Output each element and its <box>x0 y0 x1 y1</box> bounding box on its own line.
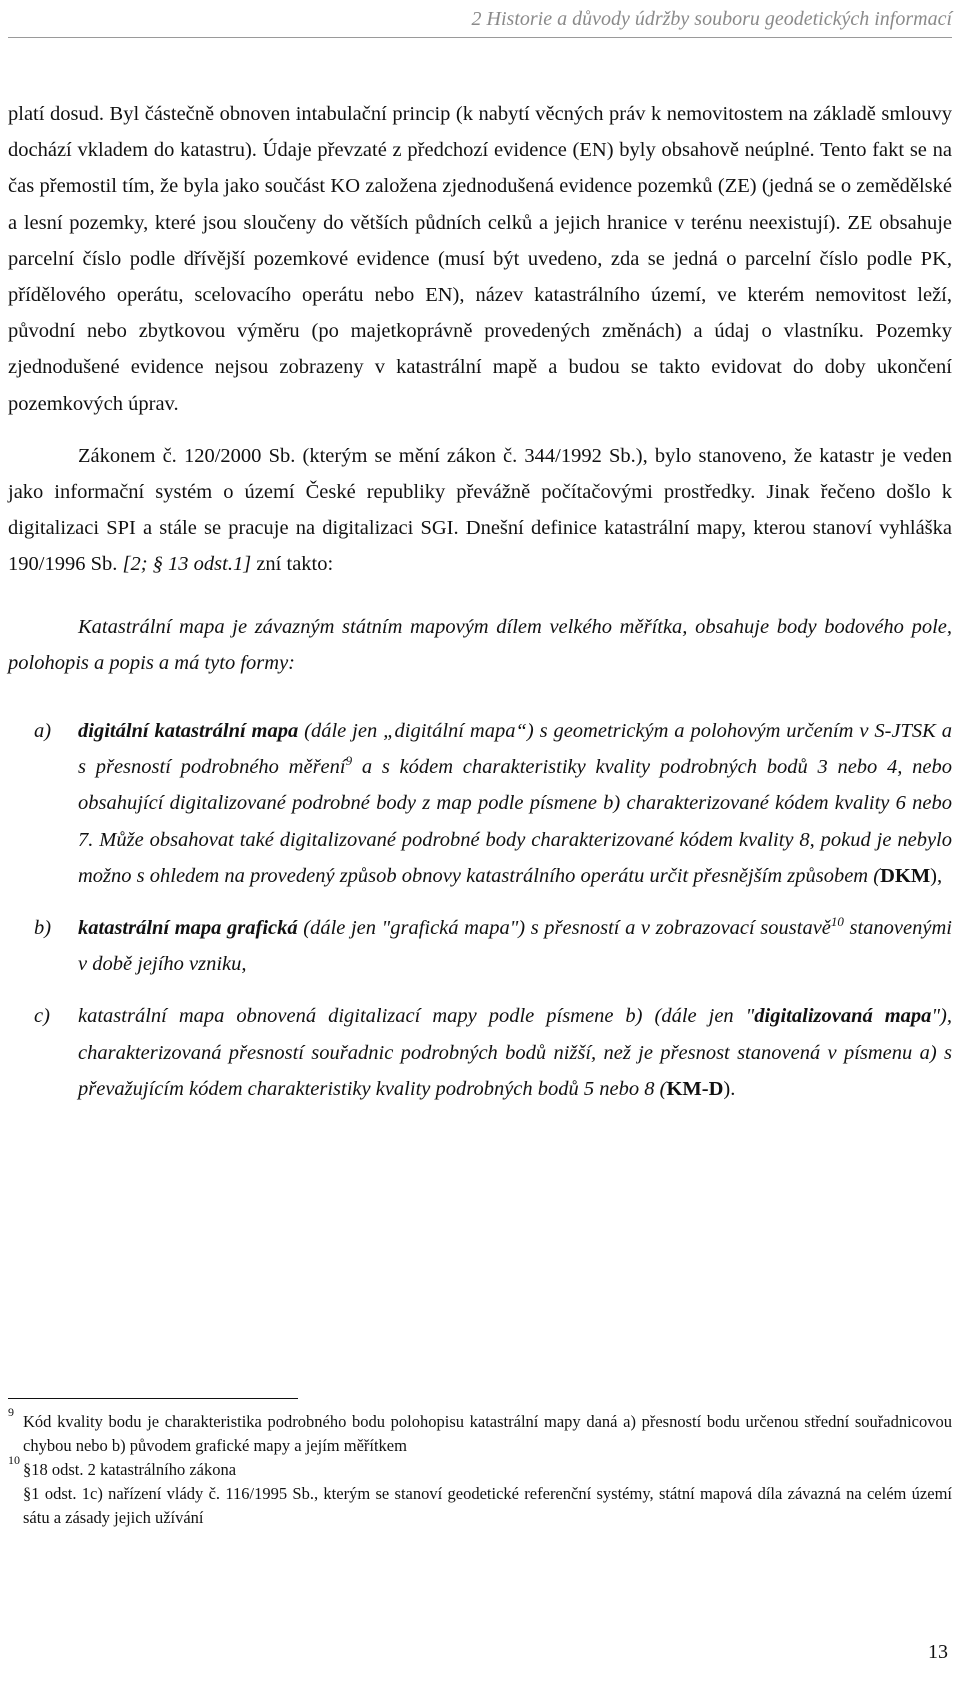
footnote-number: 9 <box>8 1405 14 1419</box>
paragraph-text-end: zní takto: <box>251 553 334 576</box>
list-item-graficka <box>8 910 952 982</box>
footnote-separator <box>8 1398 298 1399</box>
footnote-10-continuation: §1 odst. 1c) nařízení vlády č. 116/1995 Sb., kterým se stanoví geodetické referenční systémy, státní mapová díla závazná na celém území sátu a zásady jejich užívání <box>23 1484 952 1527</box>
footnote-number: 10 <box>8 1453 20 1467</box>
footnote-9 <box>8 1405 952 1458</box>
paragraph-zjednodusena-evidence: platí dosud. Byl částečně obnoven intabulační princip (k nabytí věcných práv k nemovitostem na základě smlouvy dochází vkladem do katastru). Údaje převzaté z předchozí evidence (EN) byly obsahově neúplné. Tento fakt se na čas přemostil tím, že byla jako součást KO založena zjednodušená evidence pozemků (ZE) (jedná se o zemědělské a lesní pozemky, které jsou sloučeny do větších půdních celků a jejich hranice v terénu neexistují). ZE obsahuje parcelní číslo podle dřívější pozemkové evidence (musí být uvedeno, zda se jedná o parcelní číslo podle PK, přídělového operátu, scelovacího operátu nebo EN), název katastrálního území, ve kterém nemovitost leží, původní nebo zbytkovou výměru (po majetkoprávně provedených změnách) a údaj o vlastníku. Pozemky zjednodušené evidence nejsou zobrazeny v katastrální mapě a budou se takto evidovat do doby ukončení pozemkových úprav. <box>8 103 952 415</box>
term-bold: digitální katastrální mapa <box>78 720 299 743</box>
list-marker: a) <box>34 720 52 743</box>
footnote-10 <box>8 1453 952 1482</box>
item-text: (dále jen "grafická mapa") s přesností a v zobrazovací soustavě <box>297 917 831 940</box>
abbreviation-km-d: KM-D <box>666 1077 724 1100</box>
citation-reference: [2; § 13 odst.1] <box>122 553 252 576</box>
footnote-text: Kód kvality bodu je charakteristika podrobného bodu polohopisu katastrální mapy daná a) přesností bodu určenou střední souřadnicovou chybou nebo b) původem grafické mapy a jejím měřítkem <box>23 1412 952 1455</box>
list-item-km-d <box>8 998 952 1107</box>
term-bold: digitalizovaná mapa <box>754 1005 932 1028</box>
definition-katastralni-mapa: Katastrální mapa je závazným státním mapovým dílem velkého měřítka, obsahuje body bodového pole, polohopis a popis a má tyto formy: <box>8 615 952 674</box>
page-body <box>8 96 952 1107</box>
paragraph-zakon-120-2000 <box>8 438 952 583</box>
item-text: (dále jen „digitální mapa“) s geometrickým a polohovým určením v S-JTSK a s přesností podrobného měření <box>78 720 953 779</box>
item-text-end: ), <box>930 864 943 887</box>
abbreviation-dkm: DKM <box>880 864 931 887</box>
list-marker: c) <box>34 1005 50 1028</box>
running-header-title: 2 Historie a důvody údržby souboru geodetických informací <box>471 8 952 30</box>
item-text-end: ). <box>723 1077 736 1100</box>
running-header <box>8 8 952 38</box>
footnote-text: §18 odst. 2 katastrálního zákona <box>23 1460 237 1479</box>
page-number: 13 <box>928 1641 948 1663</box>
term-bold: katastrální mapa grafická <box>78 917 298 940</box>
footnotes <box>8 1405 952 1530</box>
item-text: katastrální mapa obnovená digitalizací mapy podle písmene b) (dále jen " <box>78 1005 755 1028</box>
item-text: a s kódem charakteristiky kvality podrobných bodů 3 nebo 4, nebo obsahující digitalizované podrobné body z map podle písmene b) charakterizované kódem kvality 6 nebo 7. Může obsahovat také digitalizované podrobné body charakterizované kódem kvality 8, pokud je nebylo možno s ohledem na provedený způsob obnovy katastrálního operátu určit přesnějším způsobem ( <box>78 756 952 887</box>
list-marker: b) <box>34 917 52 940</box>
footnote-ref-9: 9 <box>345 753 353 769</box>
footnote-ref-10: 10 <box>830 914 844 930</box>
paragraph-text: Zákonem č. 120/2000 Sb. (kterým se mění zákon č. 344/1992 Sb.), bylo stanoveno, že katastr je veden jako informační systém o území České republiky převážně počítačovými prostředky. Jinak řečeno došlo k digitalizaci SPI a stále se pracuje na digitalizaci SGI. Dnešní definice katastrální mapy, kterou stanoví vyhláška 190/1996 Sb. <box>8 444 952 576</box>
list-item-dkm <box>8 713 952 894</box>
map-forms-list <box>8 713 952 1107</box>
item-text: "), charakterizovaná přesností souřadnic podrobných bodů nižší, než je přesnost stanovená v písmenu a) s převažujícím kódem charakteristiky kvality podrobných bodů 5 nebo 8 ( <box>78 1005 952 1100</box>
item-text: stanovenými v době jejího vzniku, <box>78 917 952 976</box>
